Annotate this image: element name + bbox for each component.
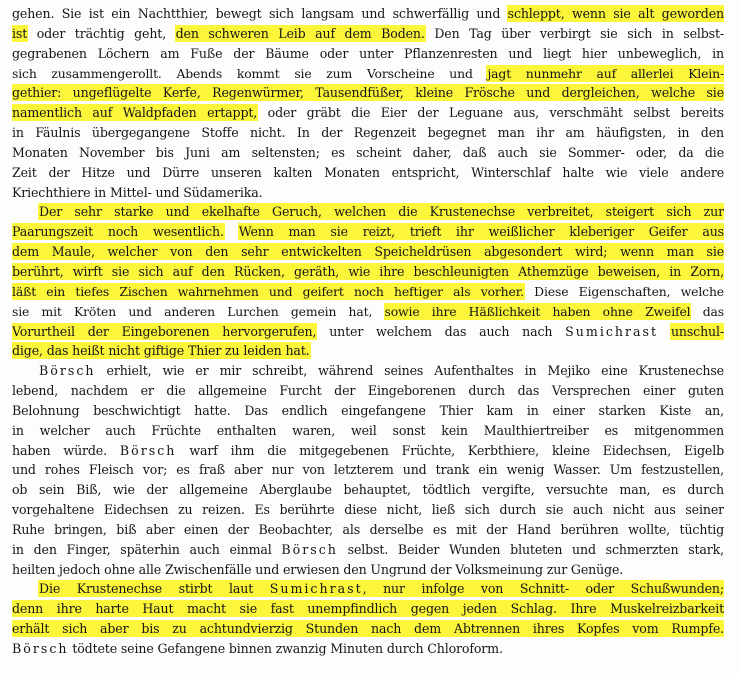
text-segment: Kriechthiere in Mittel- und Südamerika. (12, 184, 263, 200)
highlighted-text: ist (12, 25, 28, 41)
text-segment: Diese Eigenschaften, welche (523, 283, 724, 299)
text-segment: erhielt, wie er mir schreibt, während seines Aufenthaltes in Mejiko eine Krustenechse (95, 363, 724, 379)
highlighted-text: läßt ein tiefes Zischen wahrnehmen und geifert noch heftiger als vorher. (12, 283, 524, 299)
highlighted-text: denn ihre harte Haut macht sie fast unempfindlich gegen jeden Schlag. Ihre Muskelreizbarkeit (12, 601, 724, 617)
text-line (12, 619, 724, 639)
text-line (12, 262, 724, 282)
text-segment: oder gräbt die Eier der Leguane aus, verschmäht selbst bereits (257, 105, 724, 121)
body-text (12, 4, 724, 659)
text-line (12, 64, 724, 84)
highlighted-text: Wenn man sie reizt, trieft ihr weißlicher kleberiger Geifer aus (238, 224, 724, 240)
text-segment: in welcher auch Früchte enthalten waren, weil sonst kein Maulthiertreiber es mitgenommen (12, 422, 724, 438)
highlighted-text: Die Krustenechse stirbt laut (39, 581, 270, 597)
highlighted-text: jagt nunmehr auf allerlei Klein- (487, 65, 724, 81)
highlighted-text: dem Maule, welcher von den sehr entwickelten Speicheldrüsen abgesondert wird; wenn man sie (12, 244, 724, 260)
text-segment: gehen. Sie ist ein Nachtthier, bewegt sich langsam und schwerfällig und (12, 6, 508, 21)
text-segment: warf ihm die mitgegebenen Früchte, Kerbthiere, kleine Eidechsen, Eigelb (176, 442, 724, 458)
highlighted-text: schleppt, wenn sie alt geworden (507, 6, 724, 21)
text-line (12, 242, 724, 262)
text-line (12, 322, 724, 342)
text-segment: Zeit der Hitze und Dürre unseren kalten Monaten entspricht, Winterschlaf halte wie viele andere (12, 164, 724, 180)
highlighted-text: unschul- (670, 323, 724, 339)
text-segment: Börsch (12, 641, 69, 656)
text-segment: Börsch (39, 363, 96, 379)
highlighted-text: , nur infolge von Schnitt- oder Schußwunden; (362, 581, 724, 597)
highlighted-text: Paarungszeit noch wesentlich. (12, 224, 224, 240)
text-line (12, 282, 724, 302)
highlighted-text: erhält sich aber bis zu achtundvierzig Stunden nach dem Abtrennen ihres Kopfes vom Rumpfe. (12, 621, 724, 637)
text-segment: selbst. Beider Wunden bluteten und schmerzten stark, (337, 541, 724, 557)
text-line (12, 24, 724, 44)
text-line (12, 302, 724, 322)
text-segment (658, 324, 671, 339)
text-segment: lebend, nachdem er die allgemeine Furcht der Eingeborenen durch das Versprechen einer guten (12, 383, 724, 399)
text-line (12, 4, 724, 24)
highlighted-text: Sumichrast (269, 581, 363, 597)
text-line (12, 579, 724, 599)
text-segment: Ruhe bringen, biß aber einen der Beobachter, als derselbe es mit der Hand berühren wollte, tüchtig (12, 521, 724, 537)
text-segment: und rohes Fleisch vor; es fraß aber nur von letzterem und trank ein wenig Wasser. Um festzustellen, (12, 462, 724, 478)
text-line (12, 83, 724, 103)
text-segment: das (690, 303, 724, 319)
text-line (12, 520, 724, 540)
text-segment: Monaten November bis Juni am seltensten; es scheint daher, daß auch sie Sommer- oder, da die (12, 144, 724, 160)
highlighted-text: dige, das heißt nicht giftige Thier zu leiden hat. (12, 343, 310, 359)
highlighted-text: namentlich auf Waldpfaden ertappt, (12, 105, 258, 121)
highlighted-text: sowie ihre Häßlichkeit haben ohne Zweifel (384, 303, 691, 319)
text-segment: gegrabenen Löchern am Fuße der Bäume oder unter Pflanzenresten und liegt hier unbeweglich, in (12, 45, 724, 61)
text-line (12, 222, 724, 242)
text-line (12, 560, 724, 580)
text-segment: Belohnung beschwichtigt hatte. Das endlich eingefangene Thier kam in einer starken Kiste an, (12, 402, 724, 418)
text-line (12, 480, 724, 500)
text-segment: ob sein Biß, wie der allgemeine Aberglaube behauptet, tödtlich vergifte, versuchte man, es durch (12, 482, 724, 498)
text-segment: Börsch (281, 541, 338, 557)
text-segment: Den Tag über verbirgt sie sich in selbst- (424, 25, 724, 41)
text-segment: sich zusammengerollt. Abends kommt sie zum Vorscheine und (12, 65, 488, 81)
text-segment: in den Finger, späterhin auch einmal (12, 541, 282, 557)
text-segment: haben würde. (12, 442, 120, 458)
highlighted-text: den schweren Leib auf dem Boden. (175, 25, 425, 41)
highlighted-text: gethier: ungeflügelte Kerfe, Regenwürmer, Tausendfüßer, kleine Frösche und dergleichen, welche sie (12, 85, 724, 101)
text-line (12, 599, 724, 619)
text-line (12, 401, 724, 421)
text-line (12, 123, 724, 143)
text-segment: sie mit Kröten und anderen Lurchen gemein hat, (12, 303, 385, 319)
text-line (12, 421, 724, 441)
text-segment: tödtete seine Gefangene binnen zwanzig Minuten durch Chloroform. (68, 641, 503, 656)
text-line (12, 163, 724, 183)
text-line (12, 381, 724, 401)
text-line (12, 639, 724, 659)
highlighted-text: berührt, wirft sie sich auf den Rücken, geräth, wie ihre beschleunigten Athemzüge beweisen, in Zorn, (12, 263, 724, 279)
highlighted-text: Der sehr starke und ekelhafte Geruch, welchen die Krustenechse verbreitet, steigert sich zur (39, 204, 724, 220)
text-line (12, 500, 724, 520)
text-segment: heilten jedoch ohne alle Zwischenfälle und erwiesen den Ungrund der Volksmeinung zur Genüge. (12, 561, 624, 577)
text-segment: in Fäulnis übergegangene Stoffe nicht. In der Regenzeit begegnet man ihr am häufigsten, in den (12, 125, 724, 141)
text-line (12, 460, 724, 480)
highlighted-text: Vorurtheil der Eingeborenen hervorgerufen, (12, 323, 317, 339)
text-line (12, 103, 724, 123)
text-segment: Sumichrast (565, 323, 659, 339)
text-segment (224, 224, 239, 239)
text-line (12, 540, 724, 560)
text-segment: unter welchem das auch nach (316, 323, 566, 339)
text-segment: oder trächtig geht, (27, 25, 176, 41)
text-line (12, 441, 724, 461)
text-line (12, 143, 724, 163)
text-line (12, 341, 724, 361)
text-line (12, 361, 724, 381)
text-segment: vorgehaltene Eidechsen zu reizen. Es berührte diese nicht, ließ sich durch sie auch nicht aus seiner (12, 502, 724, 518)
text-line (12, 44, 724, 64)
text-segment: Börsch (119, 442, 177, 458)
text-line (12, 202, 724, 222)
text-line (12, 183, 724, 203)
